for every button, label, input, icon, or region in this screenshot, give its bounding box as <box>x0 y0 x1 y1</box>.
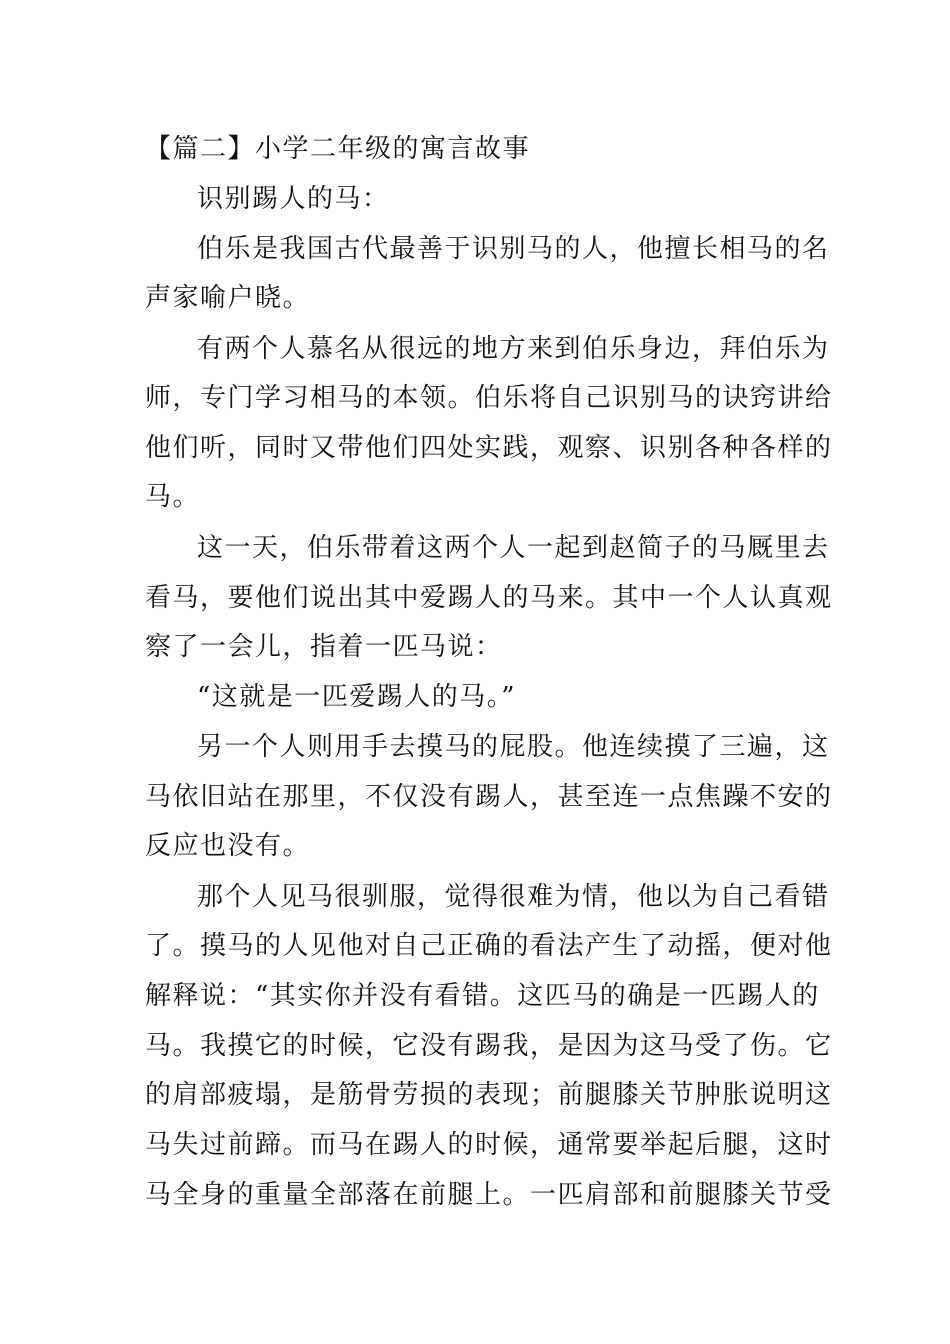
text-line: 的肩部疲塌，是筋骨劳损的表现；前腿膝关节肿胀说明这 <box>145 1080 833 1110</box>
text-line: 师，专门学习相马的本领。伯乐将自己识别马的诀窍讲给 <box>145 383 833 413</box>
text-line: 另一个人则用手去摸马的屁股。他连续摸了三遍，这 <box>197 732 830 762</box>
text-line: 了。摸马的人见他对自己正确的看法产生了动摇，便对他 <box>145 931 833 961</box>
text-line: 声家喻户晓。 <box>145 283 311 313</box>
text-line: 伯乐是我国古代最善于识别马的人，他擅长相马的名 <box>197 234 830 264</box>
section-heading: 【篇二】小学二年级的寓言故事 <box>145 134 531 164</box>
text-line: 察了一会儿，指着一匹马说： <box>145 632 503 662</box>
text-line: 有两个人慕名从很远的地方来到伯乐身边，拜伯乐为 <box>197 334 830 364</box>
text-line: 解释说：“其实你并没有看错。这匹马的确是一匹踢人的 <box>145 981 820 1011</box>
story-title: 识别踢人的马： <box>197 184 390 214</box>
text-line: 那个人见马很驯服，觉得很难为情，他以为自己看错 <box>197 882 830 912</box>
text-line: 马依旧站在那里，不仅没有踢人，甚至连一点焦躁不安的 <box>145 782 833 812</box>
text-line: 马。我摸它的时候，它没有踢我，是因为这马受了伤。它 <box>145 1031 833 1061</box>
text-line: 马失过前蹄。而马在踢人的时候，通常要举起后腿，这时 <box>145 1130 833 1160</box>
text-line: 他们听，同时又带他们四处实践，观察、识别各种各样的 <box>145 433 833 463</box>
text-line: 看马，要他们说出其中爱踢人的马来。其中一个人认真观 <box>145 583 833 613</box>
text-line: 反应也没有。 <box>145 831 311 861</box>
quote-line: “这就是一匹爱踢人的马。” <box>197 682 517 712</box>
text-line: 马全身的重量全部落在前腿上。一匹肩部和前腿膝关节受 <box>145 1180 833 1210</box>
text-line: 马。 <box>145 482 201 512</box>
text-line: 这一天，伯乐带着这两个人一起到赵简子的马厩里去 <box>197 533 830 563</box>
